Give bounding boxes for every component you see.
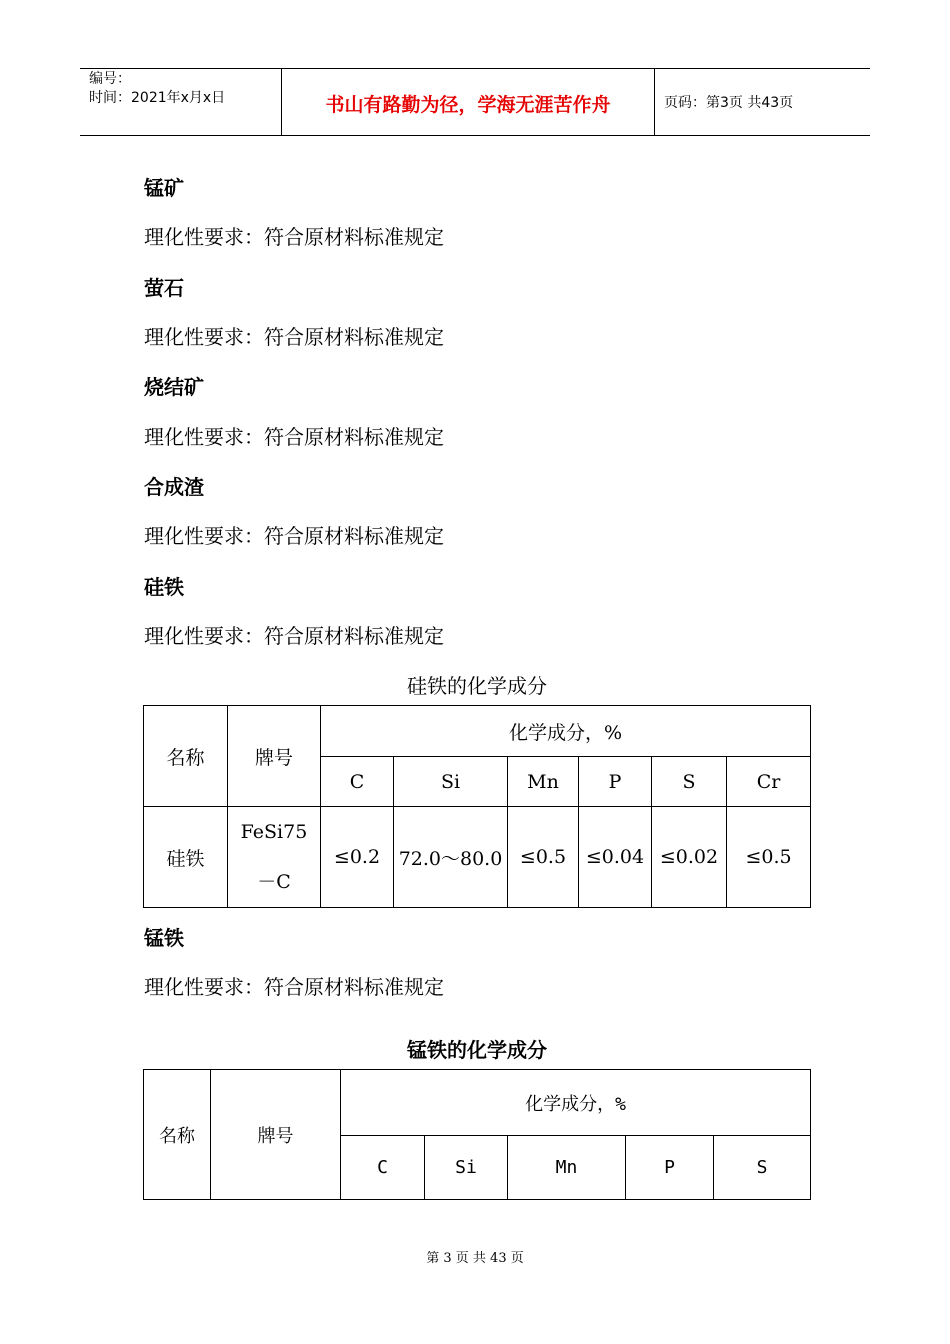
section-title-fluorite: 萤石 <box>144 276 184 300</box>
table1-cell-value: ≤0.2 <box>321 807 394 908</box>
header-top-rule <box>80 68 870 69</box>
table2-header-name: 名称 <box>144 1070 211 1200</box>
table1-caption: 硅铁的化学成分 <box>407 674 547 698</box>
section-text: 理化性要求：符合原材料标准规定 <box>144 975 444 999</box>
header-bottom-rule <box>80 135 870 136</box>
section-text: 理化性要求：符合原材料标准规定 <box>144 225 444 249</box>
table2-header-element: Si <box>425 1136 508 1200</box>
section-title-ferromanganese: 锰铁 <box>144 926 184 950</box>
table1-cell-value: 72.0～80.0 <box>394 807 508 908</box>
section-text: 理化性要求：符合原材料标准规定 <box>144 524 444 548</box>
section-text: 理化性要求：符合原材料标准规定 <box>144 325 444 349</box>
table1-header-element: Si <box>394 757 508 807</box>
header-motto: 书山有路勤为径，学海无涯苦作舟 <box>325 94 611 116</box>
table-row <box>144 807 811 908</box>
ferrosilicon-composition-table <box>143 705 811 908</box>
header-number-label: 编号： <box>89 71 131 87</box>
table1-header-element: Cr <box>727 757 811 807</box>
table2-header-element: Mn <box>508 1136 626 1200</box>
grade-line: －C <box>257 871 291 893</box>
ferromanganese-composition-table <box>143 1069 811 1200</box>
section-title-sinter: 烧结矿 <box>144 375 204 399</box>
section-title-ferrosilicon: 硅铁 <box>144 575 184 599</box>
section-title-manganese-ore: 锰矿 <box>144 176 184 200</box>
table2-header-element: P <box>626 1136 714 1200</box>
section-title-synthetic-slag: 合成渣 <box>144 475 204 499</box>
table2-header-grade: 牌号 <box>211 1070 341 1200</box>
table2-header-composition: 化学成分，% <box>341 1070 811 1136</box>
table2-header-element: C <box>341 1136 425 1200</box>
table1-cell-name: 硅铁 <box>144 807 228 908</box>
table1-header-name: 名称 <box>144 706 228 807</box>
table2-caption: 锰铁的化学成分 <box>407 1038 547 1062</box>
table1-header-element: Mn <box>508 757 579 807</box>
section-text: 理化性要求：符合原材料标准规定 <box>144 425 444 449</box>
header-meta <box>89 70 225 108</box>
table1-cell-value: ≤0.5 <box>508 807 579 908</box>
table2-header-element: S <box>714 1136 811 1200</box>
table1-header-element: C <box>321 757 394 807</box>
header-time-label: 时间：2021年x月x日 <box>89 90 226 106</box>
grade-line: FeSi75 <box>240 821 308 843</box>
header-page-label: 页码：第3页 共43页 <box>664 95 794 111</box>
table1-cell-value: ≤0.5 <box>727 807 811 908</box>
table1-cell-value: ≤0.02 <box>652 807 727 908</box>
section-text: 理化性要求：符合原材料标准规定 <box>144 624 444 648</box>
table1-cell-grade <box>228 807 321 908</box>
table1-header-grade: 牌号 <box>228 706 321 807</box>
table1-header-composition: 化学成分，% <box>321 706 811 757</box>
table1-header-element: S <box>652 757 727 807</box>
page-footer: 第 3 页 共 43 页 <box>426 1251 524 1266</box>
header-divider-right <box>654 68 655 136</box>
table1-cell-value: ≤0.04 <box>579 807 652 908</box>
table1-header-element: P <box>579 757 652 807</box>
